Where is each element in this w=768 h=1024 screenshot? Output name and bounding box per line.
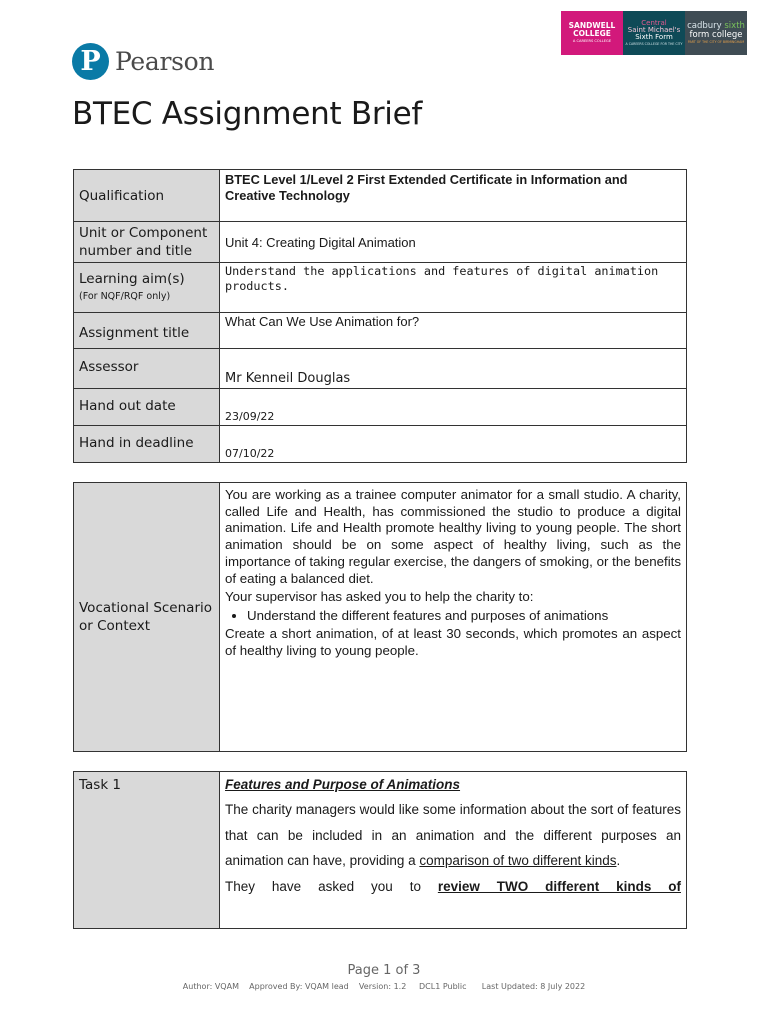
cadbury-sixth-word: sixth: [724, 20, 745, 31]
page-number: Page 1 of 3: [347, 963, 421, 978]
table-row: [74, 426, 687, 463]
task-body-text: The charity managers would like some information about the sort of features that can be included in an animation and the different purposes an animation can have, providing a: [225, 802, 681, 868]
task-title: Features and Purpose of Animations: [225, 777, 461, 792]
pearson-wordmark: Pearson: [115, 47, 215, 76]
hand-out-value: 23/09/22: [220, 389, 687, 426]
hand-out-label: Hand out date: [74, 389, 220, 426]
qualification-value: BTEC Level 1/Level 2 First Extended Certificate in Information and Creative Technology: [220, 170, 687, 222]
scenario-content: [220, 483, 687, 752]
scenario-label: Vocational Scenario or Context: [74, 483, 220, 752]
task-last-text: They have asked you to: [225, 878, 438, 894]
task-last-emphasis: review TWO different kinds of: [437, 878, 681, 894]
table-row: [74, 349, 687, 389]
unit-label: Unit or Component number and title: [74, 222, 220, 263]
central-line3: Sixth Form: [635, 33, 673, 42]
learning-aim-note: (For NQF/RQF only): [79, 290, 171, 302]
assignment-title-value: What Can We Use Animation for?: [220, 313, 687, 349]
document-meta: Author: VQAM Approved By: VQAM lead Version: 1.2 DCL1 Public Last Updated: 8 July 2022: [182, 982, 586, 991]
assessor-value: Mr Kenneil Douglas: [220, 349, 687, 389]
learning-aim-label: Learning aim(s): [79, 270, 185, 287]
sandwell-tagline: A CAREERS COLLEGE: [572, 38, 612, 43]
cadbury-sixth-form-logo: [685, 11, 747, 55]
qualification-label: Qualification: [74, 170, 220, 222]
scenario-paragraph: Create a short animation, of at least 30 seconds, which promotes an aspect of healthy living to young people.: [225, 625, 681, 658]
scenario-paragraph: Your supervisor has asked you to help the charity to:: [225, 589, 534, 605]
table-row: [74, 222, 687, 263]
task-body-end: .: [616, 853, 621, 868]
sandwell-line2: COLLEGE: [573, 29, 611, 39]
table-row: [74, 313, 687, 349]
task-body: [225, 797, 681, 874]
scenario-paragraph: You are working as a trainee computer animator for a small studio. A charity, called Life and Health, has commissioned the studio to produce a digital animation. Life and Health promote healthy living to young people. The short animation should be on some aspect of healthy living, such as the importance of taking regular exercise, the dangers of smoking, or the benefits of eating a balanced diet.: [225, 487, 681, 586]
task-content: [220, 772, 687, 929]
table-row: [74, 483, 687, 752]
central-line1: Central: [641, 18, 667, 27]
task-label: Task 1: [74, 772, 220, 929]
learning-aim-cell: [74, 263, 220, 313]
central-line2: Saint Michael's: [627, 26, 681, 35]
assignment-title-label: Assignment title: [74, 313, 220, 349]
table-row: [74, 263, 687, 313]
partner-logos: [561, 11, 747, 55]
table-row: [74, 170, 687, 222]
sandwell-college-logo: [561, 11, 623, 55]
learning-aim-value: Understand the applications and features of digital animation products.: [220, 263, 687, 313]
central-sixth-form-logo: [623, 11, 685, 55]
task-body-continued: [225, 876, 681, 898]
cadbury-tagline: PART OF THE CITY OF BIRMINGHAM: [687, 39, 745, 44]
assignment-details-table: [73, 169, 687, 463]
page-title: BTEC Assignment Brief: [72, 96, 422, 132]
unit-value: Unit 4: Creating Digital Animation: [220, 222, 687, 263]
task-table: [73, 771, 687, 929]
scenario-table: [73, 482, 687, 752]
pearson-logo: [72, 43, 214, 80]
cadbury-word: cadbury: [687, 20, 722, 31]
scenario-list: [225, 606, 681, 626]
central-tagline: A CAREERS COLLEGE FOR THE CITY: [625, 41, 683, 46]
pearson-logo-icon: P: [72, 43, 109, 80]
sandwell-line1: SANDWELL: [568, 21, 616, 31]
hand-in-label: Hand in deadline: [74, 426, 220, 463]
hand-in-value: 07/10/22: [220, 426, 687, 463]
cadbury-line2: form college: [689, 29, 743, 40]
assessor-label: Assessor: [74, 349, 220, 389]
list-item: • Understand the different features and purposes of animations: [247, 606, 681, 626]
table-row: [74, 389, 687, 426]
task-body-emphasis: comparison of two different kinds: [419, 853, 617, 868]
table-row: [74, 772, 687, 929]
